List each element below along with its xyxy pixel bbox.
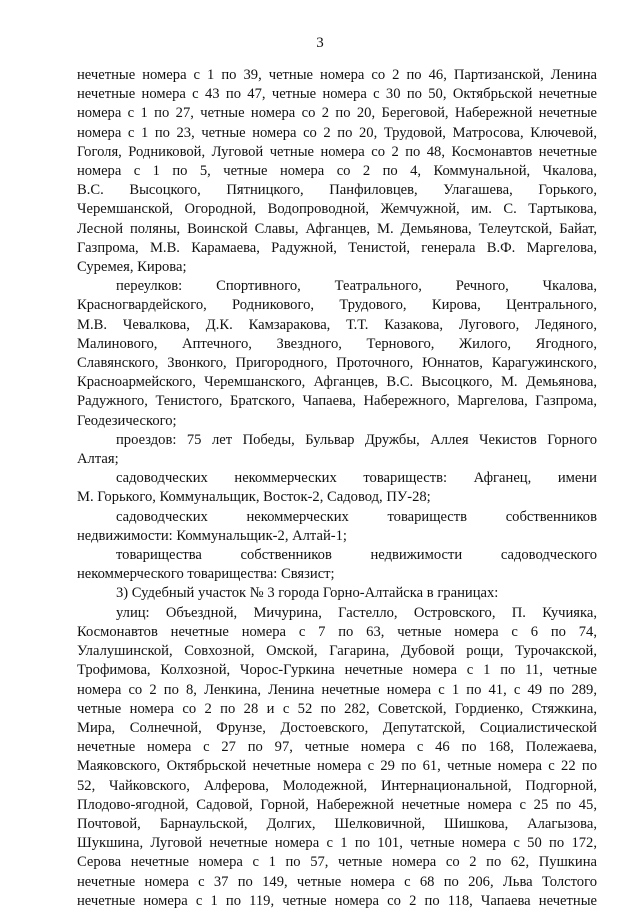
text-line: нечетные номера с 37 по 149, четные номера с 68 по 206, Льва Толстого xyxy=(77,873,597,890)
text-line: Малинового, Аптечного, Звездного, Тернового, Жилого, Ягодного, xyxy=(77,335,597,352)
text-line: номера с 1 по 5, четные номера со 2 по 4, Коммунальной, Чкалова, xyxy=(77,163,597,180)
text-line: В.С. Высоцкого, Пятницкого, Панфиловцев, Улагашева, Горького, xyxy=(77,182,597,199)
text-line: Улалушинской, Совхозной, Омской, Гагарина, Дубовой рощи, Турочакской, xyxy=(77,643,597,660)
text-line: нечетные номера с 1 по 39, четные номера со 2 по 46, Партизанской, Ленина xyxy=(77,67,597,83)
text-line: нечетные номера с 27 по 97, четные номера с 46 по 168, Полежаева, xyxy=(77,739,597,756)
text-line: садоводческих некоммерческих товариществ собственников xyxy=(116,508,597,525)
text-line: Шукшина, Луговой нечетные номера с 1 по 101, четные номера с 50 по 172, xyxy=(77,835,597,852)
text-line: недвижимости: Коммунальщик-2, Алтай-1; xyxy=(77,527,347,544)
text-line: Газпрома, М.В. Карамаева, Радужной, Тенистой, генерала В.Ф. Маргелова, xyxy=(77,239,597,256)
text-line: проездов: 75 лет Победы, Бульвар Дружбы, Аллея Чекистов Горного xyxy=(116,431,597,448)
text-line: Радужного, Тенистого, Братского, Чапаева, Набережного, Маргелова, Газпрома, xyxy=(77,393,597,410)
page-number: 3 xyxy=(316,35,324,51)
text-line: М. Горького, Коммунальщик, Восток-2, Садовод, ПУ-28; xyxy=(77,489,431,506)
text-line: нечетные номера с 1 по 119, четные номера со 2 по 118, Чапаева нечетные xyxy=(77,892,597,909)
text-line: Геодезического; xyxy=(77,412,177,429)
text-line: номера с 1 по 27, четные номера со 2 по 20, Береговой, Набережной нечетные xyxy=(77,105,597,122)
text-line: М.В. Чевалкова, Д.К. Камзаракова, Т.Т. Казакова, Лугового, Ледяного, xyxy=(77,316,597,333)
text-line: Красноармейского, Черемшанского, Афганцев, В.С. Высоцкого, М. Демьянова, xyxy=(77,374,597,391)
text-line: садоводческих некоммерческих товариществ: Афганец, имени xyxy=(116,470,597,487)
text-line: переулков: Спортивного, Театрального, Речного, Чкалова, xyxy=(116,278,597,295)
text-line: Славянского, Звонкого, Пригородного, Проточного, Юннатов, Карагужинского, xyxy=(77,355,597,372)
text-line: четные номера со 2 по 28 и с 52 по 282, Советской, Гордиенко, Стяжкина, xyxy=(77,700,597,717)
text-line: 3) Судебный участок № 3 города Горно-Алтайска в границах: xyxy=(116,585,499,602)
text-line: Красногвардейского, Родникового, Трудового, Кирова, Центрального, xyxy=(77,297,597,314)
text-line: Алтая; xyxy=(77,451,119,468)
text-line: номера с 1 по 23, четные номера со 2 по 20, Трудовой, Матросова, Ключевой, xyxy=(77,124,597,141)
text-line: товарищества собственников недвижимости садоводческого xyxy=(116,547,597,564)
text-line: 52, Чайковского, Алферова, Молодежной, Интернациональной, Подгорной, xyxy=(77,777,597,794)
text-line: Суремея, Кирова; xyxy=(77,259,187,276)
text-line: Черемшанской, Огородной, Водопроводной, Жемчужной, им. С. Тартыкова, xyxy=(77,201,597,218)
text-line: Плодово-ягодной, Садовой, Горной, Набережной нечетные номера с 25 по 45, xyxy=(77,796,597,813)
text-line: улиц: Объездной, Мичурина, Гастелло, Островского, П. Кучияка, xyxy=(116,604,597,621)
text-line: Трофимова, Колхозной, Чорос-Гуркина нечетные номера с 1 по 11, четные xyxy=(77,662,597,679)
text-line: Маяковского, Октябрьской нечетные номера с 29 по 61, четные номера с 22 по xyxy=(77,758,597,775)
text-line: Почтовой, Барнаульской, Долгих, Шелковичной, Шишкова, Алагызова, xyxy=(77,815,597,832)
text-line: нечетные номера с 43 по 47, четные номера с 30 по 50, Октябрьской нечетные xyxy=(77,86,597,103)
text-line: Гоголя, Родниковой, Луговой четные номера со 2 по 48, Космонавтов нечетные xyxy=(77,143,597,160)
text-line: Мира, Солнечной, Фрунзе, Достоевского, Депутатской, Социалистической xyxy=(77,719,597,736)
text-line: Лесной поляны, Воинской Славы, Афганцев, М. Демьянова, Телеутской, Байат, xyxy=(77,220,597,237)
text-line: номера со 2 по 8, Ленкина, Ленина нечетные номера с 1 по 41, с 49 по 289, xyxy=(77,681,597,698)
text-line: некоммерческого товарищества: Связист; xyxy=(77,566,335,583)
text-line: Космонавтов нечетные номера с 7 по 63, четные номера с 6 по 74, xyxy=(77,623,597,640)
text-line: Серова нечетные номера с 1 по 57, четные номера со 2 по 62, Пушкина xyxy=(77,854,597,871)
document-body xyxy=(77,66,597,911)
